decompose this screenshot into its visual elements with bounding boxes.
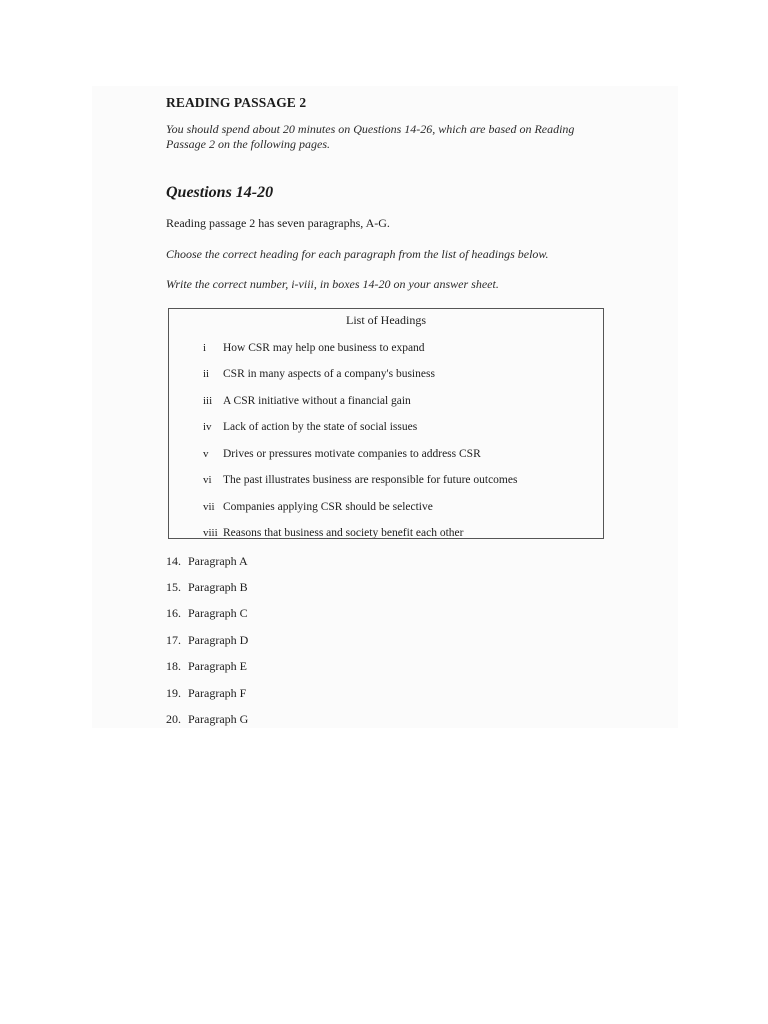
heading-numeral: v: [203, 448, 209, 460]
heading-text: Companies applying CSR should be selective: [223, 501, 433, 513]
heading-numeral: vii: [203, 501, 215, 513]
heading-item: [203, 527, 463, 539]
paragraph-question: [166, 581, 248, 593]
paragraph-question: [166, 660, 247, 672]
list-of-headings-title: List of Headings: [346, 313, 426, 327]
heading-numeral: iii: [203, 395, 213, 407]
paragraph-label: Paragraph A: [188, 554, 248, 568]
heading-text: Lack of action by the state of social issues: [223, 421, 418, 433]
heading-text: Reasons that business and society benefit each other: [223, 527, 464, 539]
heading-item: [203, 501, 433, 513]
heading-text: A CSR initiative without a financial gain: [223, 395, 411, 407]
choose-instruction: Choose the correct heading for each paragraph from the list of headings below.: [166, 247, 549, 261]
paragraph-question: [166, 687, 246, 699]
paragraph-label: Paragraph B: [188, 580, 248, 594]
heading-item: [203, 421, 417, 433]
heading-numeral: ii: [203, 368, 210, 380]
paragraph-label: Paragraph G: [188, 712, 249, 726]
paragraph-question: [166, 713, 248, 725]
question-number: 19.: [166, 686, 181, 700]
write-instruction: Write the correct number, i-viii, in boxes 14-20 on your answer sheet.: [166, 277, 499, 291]
heading-item: [203, 395, 411, 407]
heading-text: The past illustrates business are responsible for future outcomes: [223, 474, 518, 486]
heading-text: Drives or pressures motivate companies to address CSR: [223, 448, 481, 460]
paragraph-label: Paragraph C: [188, 606, 248, 620]
questions-heading: Questions 14-20: [166, 184, 274, 201]
question-number: 20.: [166, 712, 181, 726]
heading-numeral: iv: [203, 421, 212, 433]
heading-numeral: vi: [203, 474, 212, 486]
heading-item: [203, 368, 435, 380]
question-number: 15.: [166, 580, 181, 594]
paragraph-question: [166, 607, 248, 619]
paragraphs-intro: Reading passage 2 has seven paragraphs, A-G.: [166, 216, 390, 230]
paragraph-label: Paragraph F: [188, 686, 247, 700]
time-instruction-line-1: You should spend about 20 minutes on Questions 14-26, which are based on Reading: [166, 122, 575, 136]
heading-text: CSR in many aspects of a company's business: [223, 368, 435, 380]
question-number: 16.: [166, 606, 181, 620]
time-instruction-line-2: Passage 2 on the following pages.: [166, 137, 330, 151]
paragraph-question: [166, 555, 248, 567]
question-number: 17.: [166, 633, 181, 647]
question-number: 18.: [166, 659, 181, 673]
paragraph-label: Paragraph E: [188, 659, 247, 673]
passage-title: READING PASSAGE 2: [166, 95, 307, 110]
heading-item: [203, 474, 517, 486]
paragraph-question: [166, 634, 248, 646]
heading-text: How CSR may help one business to expand: [223, 342, 425, 354]
heading-item: [203, 342, 425, 354]
paragraph-label: Paragraph D: [188, 633, 249, 647]
list-of-headings-box: [168, 308, 604, 539]
heading-numeral: i: [203, 342, 207, 354]
question-number: 14.: [166, 554, 181, 568]
heading-numeral: viii: [203, 527, 218, 539]
heading-item: [203, 448, 481, 460]
